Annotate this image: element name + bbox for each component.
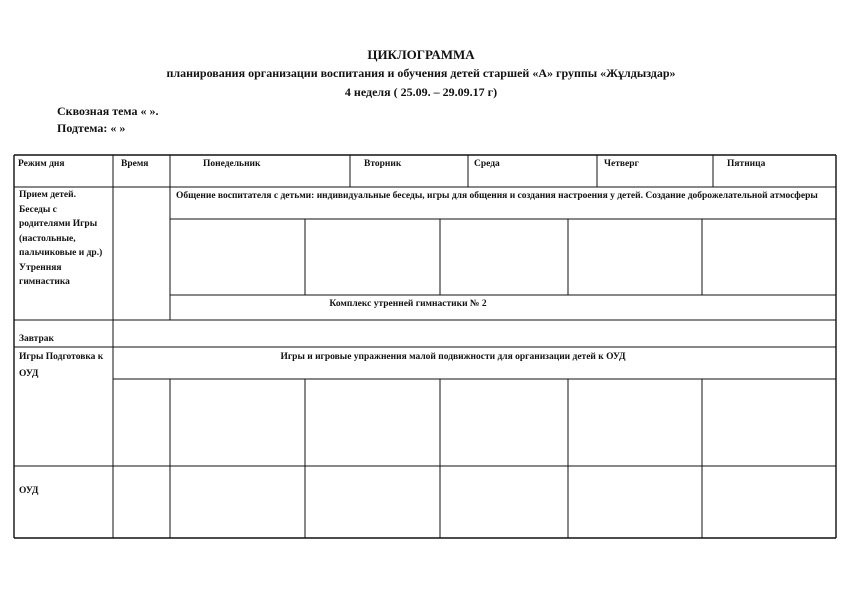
- document-subtitle: планирования организации воспитания и обучения детей старшей «А» группы «Жұлдыздар»: [166, 66, 676, 80]
- column-header-time: Время: [121, 159, 149, 169]
- row-label-reception: Прием детей. Беседы с родителями Игры (настольные, пальчиковые и др.) Утренняя гимнастика: [19, 190, 103, 287]
- column-header-mode: Режим дня: [18, 159, 65, 169]
- subtopic-line: Подтема: « »: [57, 121, 126, 135]
- gymnastics-text: Комплекс утренней гимнастики № 2: [329, 299, 487, 309]
- communication-text: Общение воспитателя с детьми: индивидуальные беседы, игры для общения и создания настроения у детей. Создание доброжелательной атмосферы: [176, 191, 818, 201]
- column-header-wednesday: Среда: [474, 159, 500, 169]
- row-label-games: Игры Подготовка к ОУД: [19, 352, 104, 379]
- games-activity-text: Игры и игровые упражнения малой подвижности для организации детей к ОУД: [280, 352, 626, 362]
- row-label-oud: ОУД: [19, 486, 39, 496]
- topic-line: Сквозная тема « ».: [57, 104, 159, 118]
- row-label-breakfast: Завтрак: [19, 334, 54, 344]
- week-range: 4 неделя ( 25.09. – 29.09.17 г): [344, 85, 498, 99]
- column-header-friday: Пятница: [727, 159, 766, 169]
- column-header-monday: Понедельник: [203, 159, 261, 169]
- document-title: ЦИКЛОГРАММА: [367, 47, 475, 62]
- column-header-tuesday: Вторник: [364, 159, 402, 169]
- column-header-thursday: Четверг: [604, 159, 639, 169]
